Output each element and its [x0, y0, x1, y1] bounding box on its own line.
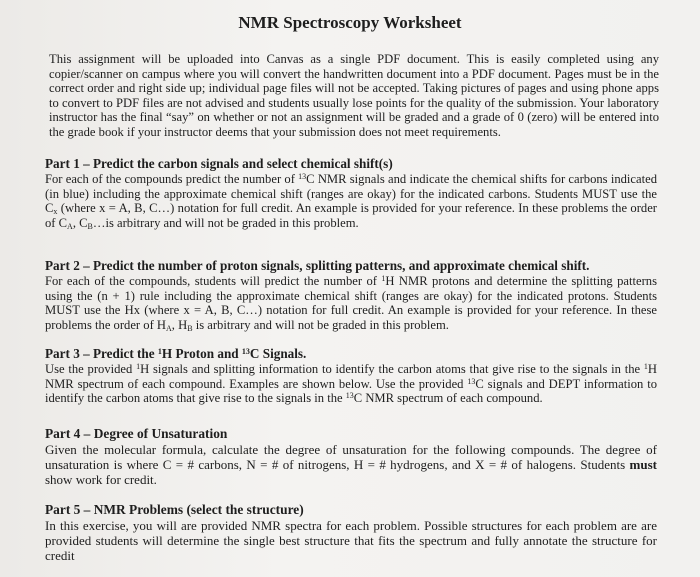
part-2-text: For each of the compounds, students will predict the number of $^1$H NMR protons and determine the splitting patterns using the (n + 1) rule including the approximate chemical shift (ranges are okay) for the indicated protons. Students MUST use the Hx (where x = A, B, C…) notation for full credit. An example is provided for your reference. In these problems the order of $H_A$, $H_B$ is arbitrary and will not be graded in this problem. [45, 274, 657, 333]
intro-paragraph: This assignment will be uploaded into Canvas as a single PDF document. This is easily completed using any copier/scanner on campus where you will convert the handwritten document into a PDF document. Pages must be in the correct order and right side up; individual page files will not be accepted. Taking pictures of pages and using phone apps to convert to PDF files are not advised and students usually lose points for the quality of the submission. Your laboratory instructor has the final “say” on whether or not an assignment will be graded and a grade of 0 (zero) will be entered into the grade book if your instructor deems that your submission does not meet requirements. [49, 52, 659, 139]
part-5-text: In this exercise, you will are provided NMR spectra for each problem. Possible structures for each problem are are provided students will determine the single best structure that fits the spectrum and fully annotate the structure for credit [45, 518, 657, 563]
part-3-text: Use the provided $^1$H signals and splitting information to identify the carbon atoms that give rise to the signals in the $^1$H NMR spectrum of each compound. Examples are shown below. Use the provided $^{13}$C signals and DEPT information to identify the carbon atoms that give rise to the signals in the $^{13}$C NMR spectrum of each compound. [45, 362, 657, 406]
part-5-section [45, 502, 657, 563]
part-5-heading: Part 5 – NMR Problems (select the structure) [45, 502, 304, 517]
page-title: NMR Spectroscopy Worksheet [238, 13, 462, 32]
part-2-heading: Part 2 – Predict the number of proton signals, splitting patterns, and approximate chemical shift. [45, 258, 590, 273]
part-1-section [45, 156, 657, 230]
part-4-section [45, 426, 657, 487]
part-1-text: For each of the compounds predict the number of $^{13}$C NMR signals and indicate the chemical shifts for carbons indicated (in blue) including the approximate chemical shift (ranges are okay) for the indicated carbons. Students MUST use the $C_x$ (where x = A, B, C…) notation for full credit. An example is provided for your reference. In these problems the order of $C_A$, $C_B\dots is$ arbitrary and will not be graded in this problem. [45, 172, 657, 231]
part-2-section [45, 258, 657, 332]
part-4-heading: Part 4 – Degree of Unsaturation [45, 426, 228, 441]
part-3-section [45, 346, 657, 406]
part-1-heading: Part 1 – Predict the carbon signals and select chemical shift(s) [45, 156, 393, 171]
part-3-heading: Part 3 – Predict the $^1$H Proton and $^{13}$C Signals. [45, 346, 307, 361]
part-4-text: Given the molecular formula, calculate the degree of unsaturation for the following compounds. The degree of unsaturation is where C = # carbons, N = # of nitrogens, H = # hydrogens, and X = # of halogens. Students must show work for credit. [45, 442, 657, 487]
